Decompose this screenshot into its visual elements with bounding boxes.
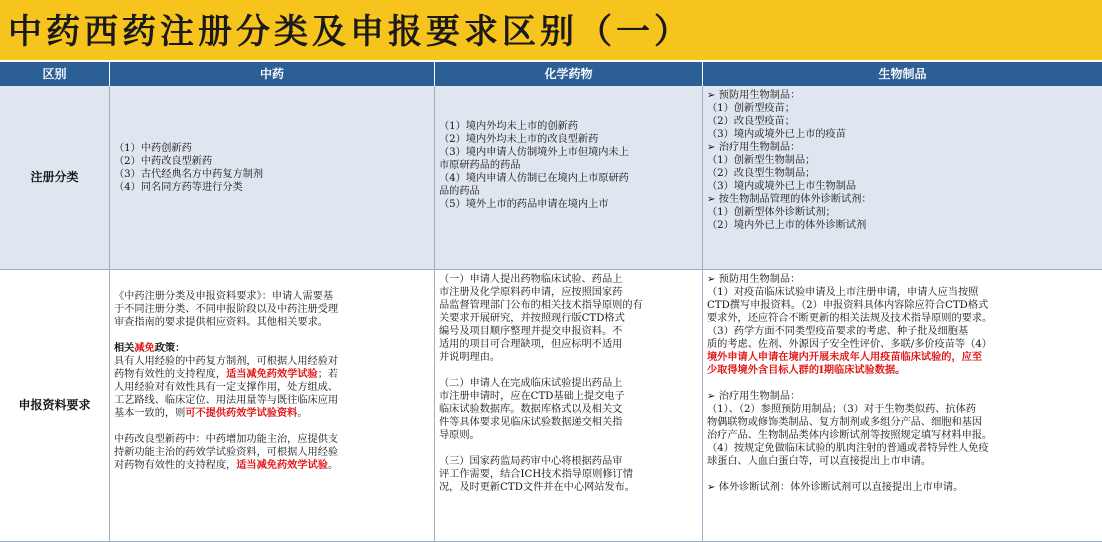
bio-app-line: 治疗产品、生物制品类体内诊断试剂等按照规定填写材料申报。	[707, 430, 993, 441]
cell-chem-application	[435, 270, 703, 542]
bio-app-line: CTD撰写申报资料。（2）申报资料具体内容除应符合CTD格式	[707, 300, 989, 311]
chem-app-line: （二）申请人在完成临床试验提出药品上	[439, 378, 623, 389]
tcm-policy-heading: 相关减免政策：	[114, 342, 186, 354]
tcm-policy-line: 具有人用经验的中药复方制剂，可根据人用经验对	[114, 356, 339, 367]
bio-app-line: 球蛋白、人血白蛋白等，可以直接提出上市申请。	[707, 456, 932, 467]
bio-reg-item: （3）境内或境外已上市生物制品	[707, 181, 857, 192]
tcm-app-intro: 《中药注册分类及申报资料要求》：申请人需要基	[114, 291, 334, 302]
bio-app-heading: ➢ 体外诊断试剂：体外诊断试剂可以直接提出上市申请。	[707, 481, 1098, 494]
tcm-improved-line: 中药改良型新药中：中药增加功能主治，应提供支	[114, 434, 339, 445]
bio-app-highlight: 少取得境外含目标人群的I期临床试验数据。	[707, 364, 906, 376]
cell-bio-registration	[703, 86, 1102, 270]
bio-reg-item: （2）改良型疫苗；	[707, 116, 795, 127]
cell-tcm-registration	[110, 86, 435, 270]
chem-app-line: （一）申请人提出药物临床试验、药品上	[439, 274, 623, 285]
bio-reg-item: （2）改良型生物制品；	[707, 168, 816, 179]
chem-reg-item: 品的药品	[439, 186, 480, 197]
chem-reg-item: 市原研药品的药品	[439, 160, 521, 171]
chem-app-line: 临床试验数据库。数据库格式以及相关文	[439, 404, 623, 415]
chem-app-line: 市注册申请时，应在CTD基础上提交电子	[439, 391, 625, 402]
comparison-table	[0, 62, 1102, 542]
chem-app-line: 适用的项目可合理缺项，但应标明不适用	[439, 339, 623, 350]
bio-reg-item: （2）境内外已上市的体外诊断试剂	[707, 220, 867, 231]
bio-reg-heading: ➢ 按生物制品管理的体外诊断试剂：	[707, 193, 1098, 206]
chem-reg-item: （2）境内外均未上市的改良型新药	[439, 134, 599, 145]
tcm-policy-line: 药物有效性的支持程度，适当减免药效学试验；若	[114, 368, 339, 380]
chem-app-line: 件等具体要求见临床试验数据递交相关指	[439, 417, 623, 428]
chem-reg-item: （1）境内外均未上市的创新药	[439, 121, 578, 132]
chem-reg-item: （5）境外上市的药品申请在境内上市	[439, 199, 609, 210]
bio-app-line: （3）药学方面不同类型疫苗要求的考虑、种子批及细胞基	[707, 326, 969, 337]
cell-bio-application	[703, 270, 1102, 542]
tcm-reg-item: （3）古代经典名方中药复方制剂	[114, 169, 264, 180]
header-distinction: 区别	[0, 62, 110, 86]
bio-reg-item: （1）创新型生物制品；	[707, 155, 816, 166]
header-biological: 生物制品	[703, 62, 1102, 86]
tcm-policy-line: 人用经验对有效性具有一定支撑作用，处方组成、	[114, 382, 339, 393]
application-label: 申报资料要求	[18, 398, 91, 412]
bio-reg-heading: ➢ 预防用生物制品：	[707, 89, 1098, 102]
bio-reg-item: （1）创新型体外诊断试剂；	[707, 207, 836, 218]
bio-reg-item: （1）创新型疫苗；	[707, 103, 795, 114]
chem-app-line: 品监督管理部门公布的相关技术指导原则的有	[439, 300, 643, 311]
title-bar	[0, 0, 1102, 60]
cell-tcm-application	[110, 270, 435, 542]
bio-reg-item: （3）境内或境外已上市的疫苗	[707, 129, 846, 140]
bio-app-heading: ➢ 预防用生物制品：	[707, 273, 1098, 286]
bio-app-line: （4）按规定免做临床试验的肌肉注射的普通或者特异性人免疫	[707, 443, 989, 454]
header-chemical: 化学药物	[435, 62, 703, 86]
bio-app-line: 质的考虑、佐剂、外源因子安全性评价、多联/多价疫苗等（4）	[707, 339, 992, 350]
bio-app-line: 物偶联物或修饰类制品、复方制剂或多组分产品、细胞和基因	[707, 417, 983, 428]
row-label-application	[0, 270, 110, 542]
tcm-policy-line: 工艺路线、临床定位、用法用量等与既往临床应用	[114, 395, 339, 406]
cell-chem-registration	[435, 86, 703, 270]
chem-app-line: 导原则。	[439, 430, 480, 441]
chem-app-line: 市注册及化学原料药申请，应按照国家药	[439, 287, 623, 298]
chem-app-line: 编号及项目顺序整理并提交申报资料。不	[439, 326, 623, 337]
bio-reg-heading: ➢ 治疗用生物制品：	[707, 141, 1098, 154]
tcm-reg-item: （1）中药创新药	[114, 143, 192, 154]
bio-app-line: 要求外，还应符合不断更新的相关法规及技术指导原则的要求。	[707, 313, 993, 324]
tcm-policy-line: 基本一致的，则可不提供药效学试验资料。	[114, 407, 308, 419]
chem-app-line: 关要求开展研究，并按照现行版CTD格式	[439, 313, 625, 324]
chem-app-line: （三）国家药监局药审中心将根据药品审	[439, 456, 623, 467]
bio-app-line: （1）对疫苗临床试验申请及上市注册申请，申请人应当按照	[707, 287, 979, 298]
chem-app-line: 评工作需要，结合ICH技术指导原则修订情	[439, 469, 633, 480]
tcm-reg-item: （4）同名同方药等进行分类	[114, 182, 243, 193]
chem-app-line: 并说明理由。	[439, 352, 501, 363]
bio-app-line: （1）、（2）参照预防用制品；（3）对于生物类似药、抗体药	[707, 404, 977, 415]
page-title: 中药西药注册分类及申报要求区别（一）	[8, 12, 692, 52]
tcm-app-intro: 审查指南的要求提供相应资料。其他相关要求。	[114, 317, 328, 328]
registration-label: 注册分类	[30, 170, 79, 184]
chem-reg-item: （3）境内申请人仿制境外上市但境内未上	[439, 147, 629, 158]
chem-app-line: 况，及时更新CTD文件并在中心网站发布。	[439, 482, 635, 493]
tcm-reg-item: （2）中药改良型新药	[114, 156, 213, 167]
tcm-improved-line: 持新功能主治的药效学试验资料，可根据人用经验	[114, 447, 339, 458]
bio-app-heading: ➢ 治疗用生物制品：	[707, 390, 1098, 403]
tcm-app-intro: 于不同注册分类、不同申报阶段以及中药注册受理	[114, 304, 339, 315]
bio-app-highlight: 境外申请人申请在境内开展未成年人用疫苗临床试验的，应至	[707, 351, 983, 363]
header-tcm: 中药	[110, 62, 435, 86]
tcm-improved-line: 对药物有效性的支持程度，适当减免药效学试验。	[114, 459, 339, 471]
row-label-registration	[0, 86, 110, 270]
chem-reg-item: （4）境内申请人仿制已在境内上市原研药	[439, 173, 629, 184]
